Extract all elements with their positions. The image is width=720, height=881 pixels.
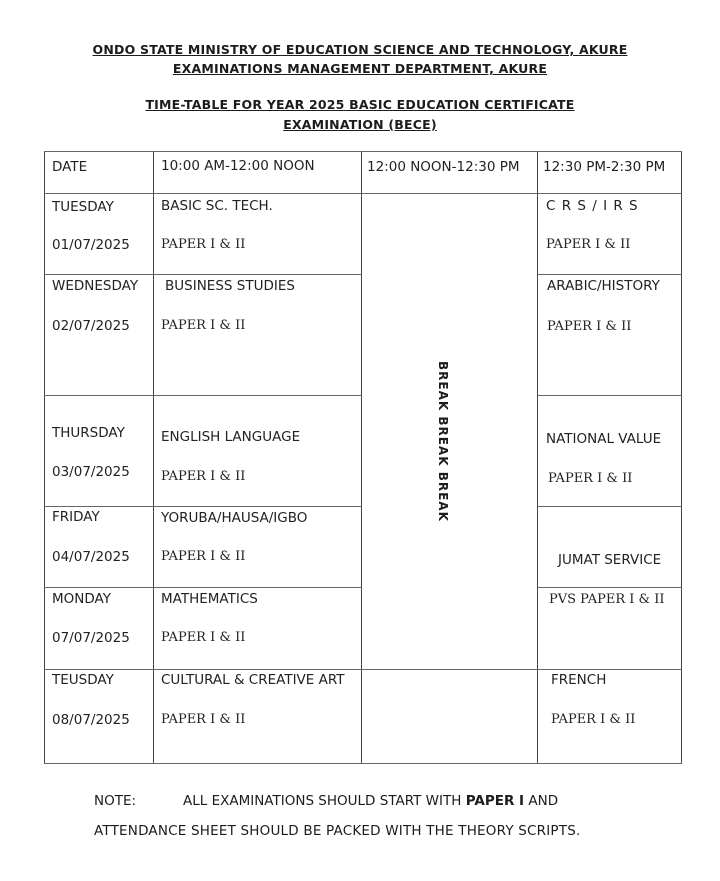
table-border-top xyxy=(44,151,682,152)
morning-paper: PAPER I & II xyxy=(161,630,246,645)
row-divider xyxy=(537,274,682,275)
row-divider xyxy=(44,669,682,670)
row-divider xyxy=(537,395,682,396)
column-header-date: DATE xyxy=(52,159,88,175)
row-day: FRIDAY xyxy=(52,509,100,525)
afternoon-note: JUMAT SERVICE xyxy=(558,552,662,568)
row-date: 08/07/2025 xyxy=(52,712,130,728)
afternoon-subject: PVS PAPER I & II xyxy=(549,592,665,607)
afternoon-subject: NATIONAL VALUE xyxy=(546,431,662,447)
row-date: 04/07/2025 xyxy=(52,549,130,565)
afternoon-paper: PAPER I & II xyxy=(548,471,633,486)
row-date: 03/07/2025 xyxy=(52,464,130,480)
row-day: WEDNESDAY xyxy=(52,278,139,294)
morning-paper: PAPER I & II xyxy=(161,712,246,727)
column-header-break: 12:00 NOON-12:30 PM xyxy=(367,159,520,175)
afternoon-paper: PAPER I & II xyxy=(546,237,631,252)
morning-paper: PAPER I & II xyxy=(161,469,246,484)
morning-subject: YORUBA/HAUSA/IGBO xyxy=(161,510,308,526)
morning-subject: CULTURAL & CREATIVE ART xyxy=(161,672,345,688)
column-header-afternoon: 12:30 PM-2:30 PM xyxy=(543,159,666,175)
note-text xyxy=(183,793,558,809)
row-date: 01/07/2025 xyxy=(52,237,130,253)
row-date: 07/07/2025 xyxy=(52,630,130,646)
row-divider xyxy=(44,506,362,507)
morning-subject: MATHEMATICS xyxy=(161,591,258,607)
row-divider xyxy=(44,274,362,275)
note-label: NOTE: xyxy=(94,793,137,809)
column-divider-3 xyxy=(537,151,538,764)
morning-subject: BASIC SC. TECH. xyxy=(161,198,273,214)
morning-paper: PAPER I & II xyxy=(161,237,246,252)
table-border-right xyxy=(681,151,682,764)
morning-subject: BUSINESS STUDIES xyxy=(165,278,295,294)
afternoon-subject: C R S / I R S xyxy=(546,198,639,214)
morning-paper: PAPER I & II xyxy=(161,318,246,333)
column-divider-2 xyxy=(361,151,362,764)
department-title: EXAMINATIONS MANAGEMENT DEPARTMENT, AKURE xyxy=(172,61,548,76)
ministry-title: ONDO STATE MINISTRY OF EDUCATION SCIENCE AND TECHNOLOGY, AKURE xyxy=(92,42,628,57)
header-divider xyxy=(44,193,682,194)
afternoon-paper: PAPER I & II xyxy=(547,319,632,334)
row-divider xyxy=(44,395,362,396)
column-header-morning: 10:00 AM-12:00 NOON xyxy=(161,158,315,174)
timetable-title: TIME-TABLE FOR YEAR 2025 BASIC EDUCATION CERTIFICATE xyxy=(145,97,575,112)
row-divider xyxy=(537,506,682,507)
table-border-left xyxy=(44,151,45,764)
row-divider xyxy=(537,587,682,588)
row-day: THURSDAY xyxy=(52,425,125,441)
row-day: TUESDAY xyxy=(52,199,114,215)
table-border-bottom xyxy=(44,763,682,764)
note-emphasis: PAPER I xyxy=(465,793,525,809)
afternoon-subject: FRENCH xyxy=(551,672,607,688)
timetable xyxy=(44,151,682,764)
row-date: 02/07/2025 xyxy=(52,318,130,334)
row-divider xyxy=(44,587,362,588)
morning-subject: ENGLISH LANGUAGE xyxy=(161,429,301,445)
row-day: TEUSDAY xyxy=(52,672,114,688)
timetable-subtitle: EXAMINATION (BECE) xyxy=(283,117,437,132)
note-line2: ATTENDANCE SHEET SHOULD BE PACKED WITH THE THEORY SCRIPTS. xyxy=(94,823,581,839)
column-divider-1 xyxy=(153,151,154,764)
note-text-part1: ALL EXAMINATIONS SHOULD START WITH xyxy=(183,793,462,809)
note-text-part2: AND xyxy=(528,793,559,809)
afternoon-paper: PAPER I & II xyxy=(551,712,636,727)
morning-paper: PAPER I & II xyxy=(161,549,246,564)
afternoon-subject: ARABIC/HISTORY xyxy=(547,278,660,294)
row-day: MONDAY xyxy=(52,591,111,607)
break-label: BREAK BREAK BREAK xyxy=(436,361,450,522)
